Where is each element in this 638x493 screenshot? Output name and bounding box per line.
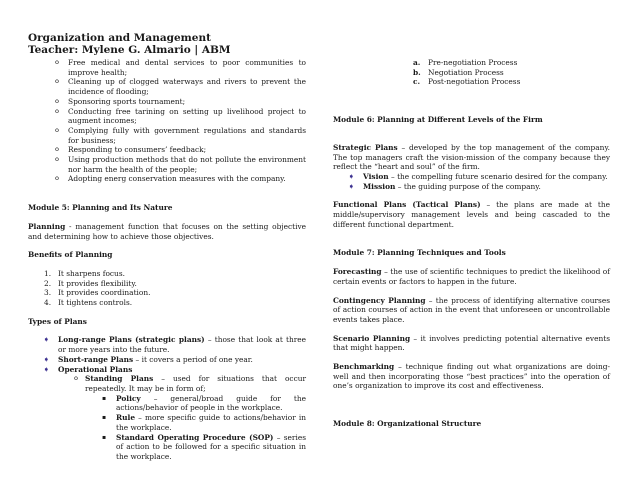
policy-term: Policy bbox=[116, 393, 141, 403]
planning-term: Planning bbox=[28, 221, 66, 231]
strategic-term: Strategic Plans bbox=[333, 142, 398, 152]
benefit-item bbox=[28, 279, 306, 289]
square-bullet-icon: ▪ bbox=[102, 433, 107, 441]
benefit-number: 3. bbox=[44, 288, 52, 298]
circle-bullet-icon: o bbox=[55, 96, 59, 105]
arrow-bullet-icon: ➧ bbox=[348, 181, 355, 191]
operational-item bbox=[28, 365, 306, 375]
sop-def: – series of action to be followed for a specific situation in the workplace. bbox=[116, 432, 306, 461]
strategic-plans bbox=[333, 143, 610, 172]
circle-bullet-icon: o bbox=[55, 77, 59, 86]
planning-definition bbox=[28, 222, 306, 241]
arrow-bullet-icon: ➧ bbox=[43, 364, 50, 374]
planning-def: - management function that focuses on the setting objective and determining how to achieve those objectives. bbox=[28, 221, 306, 241]
forecasting bbox=[333, 267, 610, 286]
benefits-list bbox=[28, 269, 306, 308]
benchmarking-term: Benchmarking bbox=[333, 362, 395, 372]
module8-title: Module 8: Organizational Structure bbox=[333, 419, 482, 429]
module6-title: Module 6: Planning at Different Levels of the Firm bbox=[333, 115, 543, 125]
benchmarking bbox=[333, 362, 610, 391]
arrow-bullet-icon: ➧ bbox=[43, 354, 50, 364]
arrow-bullet-icon: ➧ bbox=[43, 335, 50, 345]
benefit-number: 1. bbox=[44, 268, 52, 278]
functional-term: Functional Plans (Tactical Plans) bbox=[333, 200, 481, 210]
subject-title: Organization and Management bbox=[28, 32, 211, 44]
circle-bullet-icon: o bbox=[55, 155, 59, 164]
csr-list bbox=[28, 58, 306, 184]
square-bullet-icon: ▪ bbox=[102, 414, 107, 422]
negotiation-item bbox=[333, 58, 610, 68]
csr-item bbox=[28, 77, 306, 96]
csr-item bbox=[28, 58, 306, 77]
benefit-text: It sharpens focus. bbox=[58, 268, 125, 278]
benefit-item bbox=[28, 288, 306, 298]
csr-item-text: Responding to consumers’ feedback; bbox=[68, 145, 207, 155]
policy-item bbox=[28, 394, 306, 413]
negotiation-letter: a. bbox=[413, 58, 421, 67]
csr-item bbox=[28, 126, 306, 145]
circle-bullet-icon: o bbox=[55, 145, 59, 154]
short-range-def: – it covers a period of one year. bbox=[133, 354, 253, 364]
short-range-item bbox=[28, 355, 306, 365]
negotiation-item bbox=[333, 77, 610, 87]
negotiation-letter: b. bbox=[413, 67, 421, 77]
csr-item-text: Cleaning up of clogged waterways and rivers to prevent the incidence of flooding; bbox=[68, 77, 306, 97]
negotiation-text: Negotiation Process bbox=[428, 67, 504, 77]
csr-item-text: Adopting energ conservation measures with the company. bbox=[68, 174, 286, 184]
benefits-title: Benefits of Planning bbox=[28, 250, 113, 260]
standing-term: Standing Plans bbox=[85, 374, 154, 384]
square-bullet-icon: ▪ bbox=[102, 394, 107, 402]
benefit-item bbox=[28, 298, 306, 308]
benefit-number: 4. bbox=[44, 298, 52, 308]
vision-def: – the compelling future scenario desired for the company. bbox=[388, 171, 608, 181]
arrow-bullet-icon: ➧ bbox=[348, 171, 355, 181]
circle-bullet-icon: o bbox=[74, 374, 78, 383]
csr-item-text: Conducting free tarining on setting up livelihood project to augment incomes; bbox=[68, 106, 306, 126]
csr-item-text: Free medical and dental services to poor communities to improve health; bbox=[68, 58, 306, 77]
long-range-term: Long-range Plans (strategic plans) bbox=[58, 335, 205, 345]
mission-item bbox=[333, 182, 610, 192]
benefit-text: It tightens controls. bbox=[58, 298, 133, 308]
operational-term: Operational Plans bbox=[58, 364, 133, 374]
left-column bbox=[28, 58, 306, 462]
csr-item-text: Complying fully with government regulations and standards for business; bbox=[68, 125, 306, 145]
csr-item bbox=[28, 174, 306, 184]
negotiation-letter: c. bbox=[413, 77, 421, 87]
rule-term: Rule bbox=[116, 413, 136, 423]
contingency-term: Contingency Planning bbox=[333, 295, 426, 305]
csr-item bbox=[28, 155, 306, 174]
policy-def: – general/broad guide for the actions/behavior of people in the workplace. bbox=[116, 393, 306, 413]
circle-bullet-icon: o bbox=[55, 106, 59, 115]
types-title: Types of Plans bbox=[28, 316, 87, 326]
module7-title: Module 7: Planning Techniques and Tools bbox=[333, 248, 506, 258]
scenario-def: – it involves predicting potential alternative events that might happen. bbox=[333, 333, 611, 353]
vision-term: Vision bbox=[363, 171, 389, 181]
functional-def: – the plans are made at the middle/supervisory management levels and being cascaded to the different functional department. bbox=[333, 200, 610, 229]
long-range-item bbox=[28, 335, 306, 354]
teacher-line: Teacher: Mylene G. Almario | ABM bbox=[28, 44, 231, 56]
contingency-planning bbox=[333, 296, 610, 325]
negotiation-item bbox=[333, 68, 610, 78]
scenario-term: Scenario Planning bbox=[333, 333, 411, 343]
csr-item-text: Using production methods that do not pollute the environment nor harm the health of the people; bbox=[68, 155, 306, 174]
circle-bullet-icon: o bbox=[55, 58, 59, 66]
sop-term: Standard Operating Procedure (SOP) bbox=[116, 432, 274, 442]
standing-plans-item bbox=[28, 374, 306, 393]
forecasting-def: – the use of scientific techniques to predict the likelihood of certain events or factors to happen in the future. bbox=[333, 267, 610, 286]
csr-item bbox=[28, 107, 306, 126]
rule-def: – more specific guide to actions/behavior in the workplace. bbox=[116, 413, 306, 432]
long-range-def: – those that look at three or more years into the future. bbox=[58, 335, 306, 355]
negotiation-text: Post-negotiation Process bbox=[428, 77, 521, 87]
forecasting-term: Forecasting bbox=[333, 267, 382, 277]
mission-term: Mission bbox=[363, 181, 396, 191]
negotiation-text: Pre-negotiation Process bbox=[428, 58, 518, 67]
short-range-term: Short-range Plans bbox=[58, 354, 134, 364]
vision-item bbox=[333, 172, 610, 182]
strategic-def: – developed by the top management of the company. The top managers craft the vision-mission of the company because they reflect the “heart and soul” of the firm. bbox=[333, 142, 610, 172]
rule-item bbox=[28, 413, 306, 432]
benefit-text: It provides flexibility. bbox=[58, 278, 137, 288]
contingency-def: – the process of identifying alternative courses of action courses of action in the event that unforeseen or uncontrollable events takes place. bbox=[333, 295, 610, 324]
circle-bullet-icon: o bbox=[55, 174, 59, 183]
right-column bbox=[333, 58, 610, 429]
page-title bbox=[28, 32, 230, 56]
negotiation-list bbox=[333, 58, 610, 87]
csr-item-text: Sponsoring sports tournament; bbox=[68, 96, 186, 106]
module5-title: Module 5: Planning and Its Nature bbox=[28, 203, 173, 213]
circle-bullet-icon: o bbox=[55, 125, 59, 134]
benefit-item bbox=[28, 269, 306, 279]
sop-item bbox=[28, 433, 306, 462]
scenario-planning bbox=[333, 334, 610, 353]
standing-def: – used for situations that occur repeatedly. It may be in form of; bbox=[85, 374, 306, 393]
mission-def: – the guiding purpose of the company. bbox=[395, 181, 541, 191]
benefit-number: 2. bbox=[44, 278, 52, 288]
benchmarking-def: – technique finding out what organizations are doing-well and then incorporating those “best practices” into the operation of one’s organization to improve its cost and effectiveness. bbox=[333, 362, 610, 391]
csr-item bbox=[28, 145, 306, 155]
csr-item bbox=[28, 97, 306, 107]
benefit-text: It provides coordination. bbox=[58, 288, 151, 298]
functional-plans bbox=[333, 200, 610, 229]
